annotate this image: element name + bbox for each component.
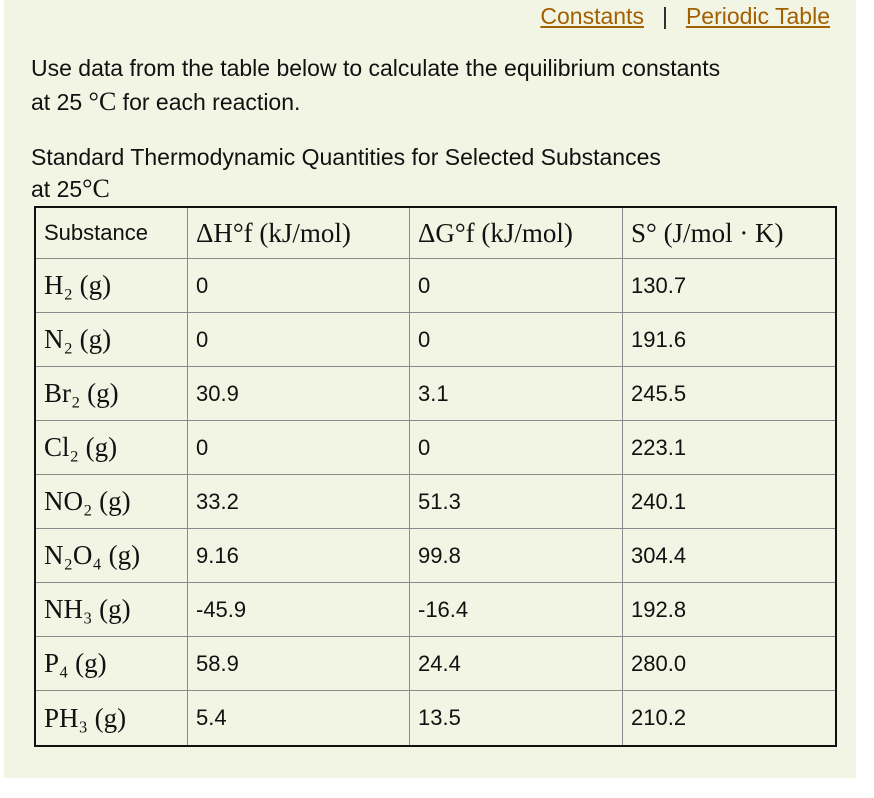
table-row [35,637,836,691]
entropy-cell: 210.2 [623,691,837,747]
table-row [35,691,836,747]
caption-temp: at 25 [31,176,83,202]
substance-cell: P₄ (g) [35,637,188,691]
gibbs-cell: 13.5 [410,691,623,747]
enthalpy-cell: 0 [188,313,410,367]
intro-line-2 [31,85,831,119]
entropy-cell: 223.1 [623,421,837,475]
caption-line-1: Standard Thermodynamic Quantities for Selected Substances [31,144,661,170]
entropy-cell: 304.4 [623,529,837,583]
substance-cell: N₂ (g) [35,313,188,367]
entropy-cell: 280.0 [623,637,837,691]
enthalpy-cell: 58.9 [188,637,410,691]
caption-line-2 [31,173,831,205]
gibbs-cell: 51.3 [410,475,623,529]
thermo-table [34,206,837,747]
intro-tail: for each reaction. [116,89,301,115]
gibbs-cell: 24.4 [410,637,623,691]
entropy-cell: 245.5 [623,367,837,421]
problem-intro [31,52,831,119]
content-panel [4,0,856,778]
substance-cell: Cl₂ (g) [35,421,188,475]
substance-cell: N₂O₄ (g) [35,529,188,583]
entropy-cell: 240.1 [623,475,837,529]
gibbs-cell: -16.4 [410,583,623,637]
enthalpy-cell: 0 [188,421,410,475]
entropy-cell: 192.8 [623,583,837,637]
table-row [35,475,836,529]
entropy-cell: 191.6 [623,313,837,367]
intro-temp-unit: °C [88,87,117,116]
substance-cell: NO₂ (g) [35,475,188,529]
gibbs-cell: 3.1 [410,367,623,421]
table-row [35,529,836,583]
table-row [35,421,836,475]
table-row [35,259,836,313]
enthalpy-cell: -45.9 [188,583,410,637]
caption-temp-unit: °C [82,174,110,203]
intro-temp: at 25 [31,89,83,115]
periodic-table-link[interactable]: Periodic Table [685,3,830,29]
enthalpy-cell: 9.16 [188,529,410,583]
table-row [35,367,836,421]
enthalpy-cell: 5.4 [188,691,410,747]
header-entropy: S° (J/mol · K) [623,207,837,259]
table-header-row [35,207,836,259]
gibbs-cell: 0 [410,259,623,313]
constants-link[interactable]: Constants [540,3,644,29]
enthalpy-cell: 0 [188,259,410,313]
gibbs-cell: 0 [410,421,623,475]
gibbs-cell: 99.8 [410,529,623,583]
enthalpy-cell: 33.2 [188,475,410,529]
substance-cell: PH₃ (g) [35,691,188,747]
link-separator: | [661,3,668,29]
substance-cell: NH₃ (g) [35,583,188,637]
header-substance: Substance [35,207,188,259]
header-gibbs: ΔG°f (kJ/mol) [410,207,623,259]
entropy-cell: 130.7 [623,259,837,313]
substance-cell: Br₂ (g) [35,367,188,421]
gibbs-cell: 0 [410,313,623,367]
enthalpy-cell: 30.9 [188,367,410,421]
substance-cell: H₂ (g) [35,259,188,313]
table-row [35,583,836,637]
header-enthalpy: ΔH°f (kJ/mol) [188,207,410,259]
table-caption [31,141,831,205]
intro-line-1: Use data from the table below to calculate the equilibrium constants [31,55,721,81]
table-row [35,313,836,367]
top-links [540,2,830,30]
